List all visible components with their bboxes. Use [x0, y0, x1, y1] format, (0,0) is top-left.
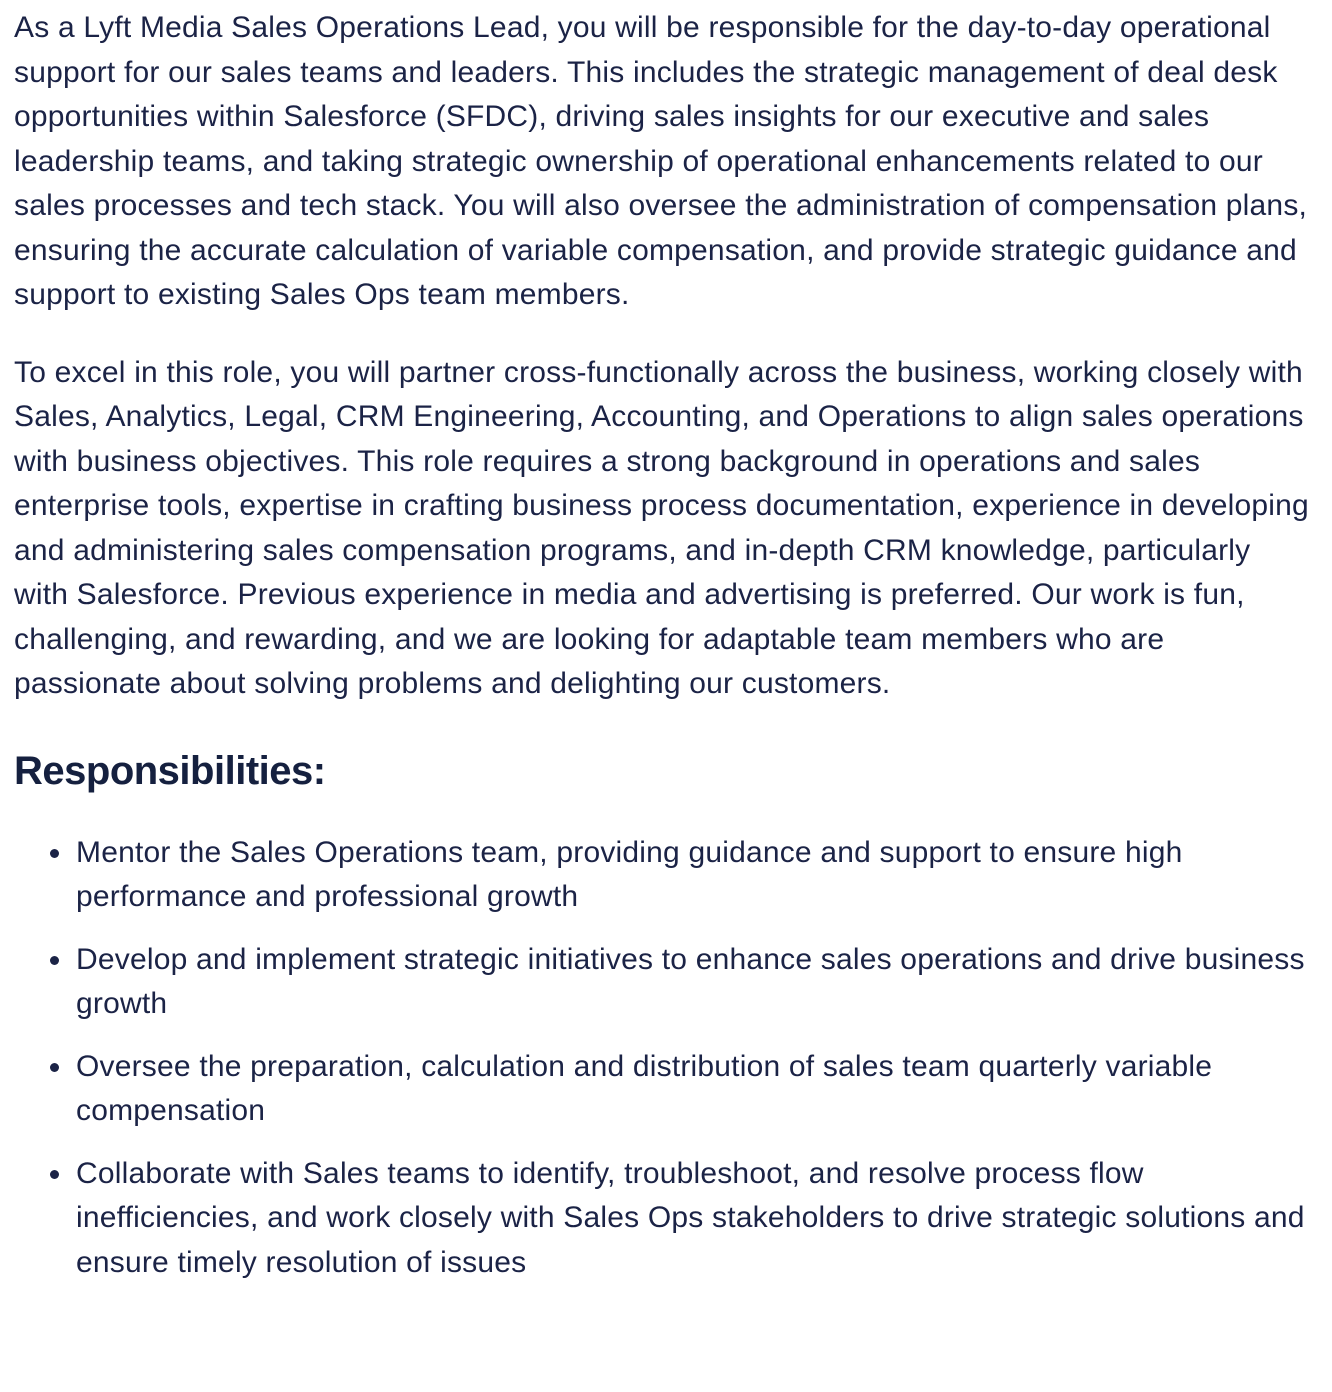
responsibility-item: Develop and implement strategic initiatives to enhance sales operations and drive business growth: [14, 938, 1310, 1027]
job-description-paragraph-requirements: To excel in this role, you will partner cross-functionally across the business, working closely with Sales, Analytics, Legal, CRM Engineering, Accounting, and Operations to align sales operations with business objectives. This role requires a strong background in operations and sales enterprise tools, expertise in crafting business process documentation, experience in developing and administering sales compensation programs, and in-depth CRM knowledge, particularly with Salesforce. Previous experience in media and advertising is preferred. Our work is fun, challenging, and rewarding, and we are looking for adaptable team members who are passionate about solving problems and delighting our customers.: [14, 355, 1309, 700]
responsibility-item: Oversee the preparation, calculation and distribution of sales team quarterly variable compensation: [14, 1045, 1310, 1134]
responsibilities-heading: Responsibilities:: [14, 748, 326, 793]
job-description-paragraph-overview: As a Lyft Media Sales Operations Lead, you will be responsible for the day-to-day operational support for our sales teams and leaders. This includes the strategic management of deal desk opportunities within Salesforce (SFDC), driving sales insights for our executive and sales leadership teams, and taking strategic ownership of operational enhancements related to our sales processes and tech stack. You will also oversee the administration of compensation plans, ensuring the accurate calculation of variable compensation, and provide strategic guidance and support to existing Sales Ops team members.: [14, 11, 1308, 311]
responsibilities-list: [14, 831, 1310, 1286]
responsibility-item: Mentor the Sales Operations team, providing guidance and support to ensure high performance and professional growth: [14, 831, 1310, 920]
responsibility-item: Collaborate with Sales teams to identify, troubleshoot, and resolve process flow inefficiencies, and work closely with Sales Ops stakeholders to drive strategic solutions and ensure timely resolution of issues: [14, 1152, 1310, 1286]
